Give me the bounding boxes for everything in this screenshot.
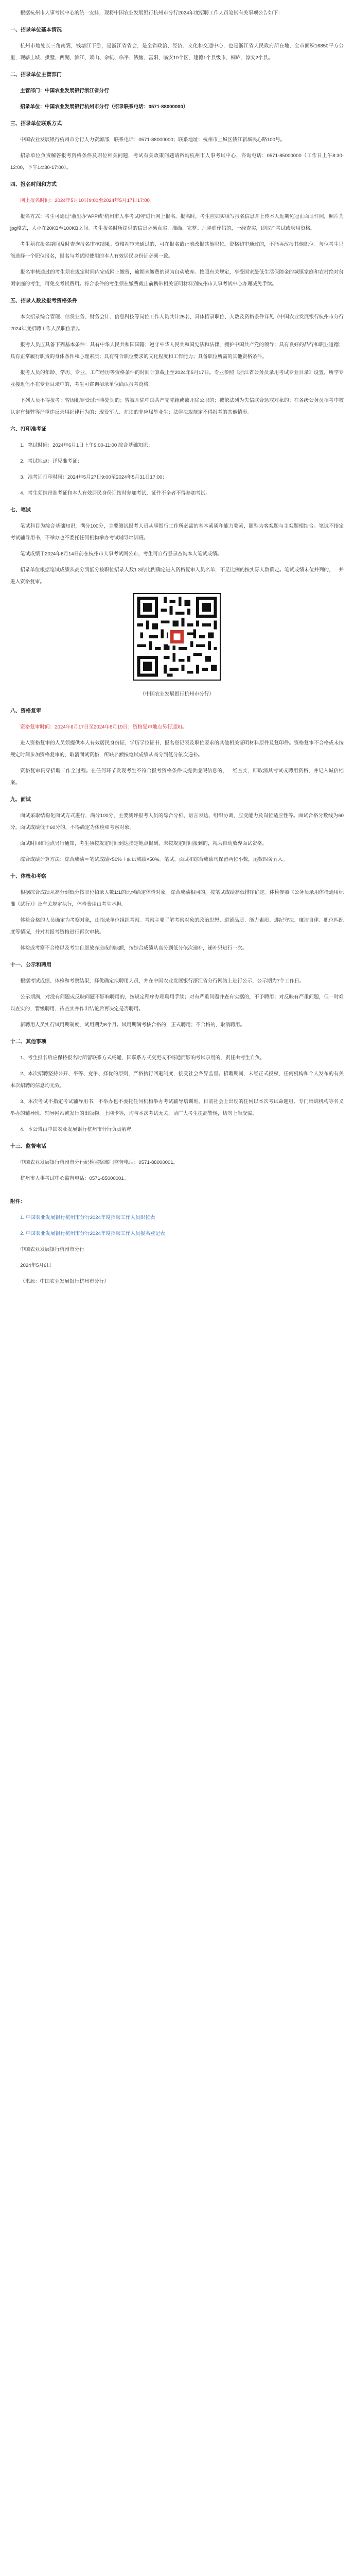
section-3-para-1: 中国农业发展银行杭州市分行人力资源部，联系电话：0571-88000000；联系地址：杭州市上城区钱江新城民心路100号。 bbox=[20, 137, 286, 143]
section-6-para-1: 1、笔试时间：2024年6月1日上午9:00-11:00 综合基础知识； bbox=[20, 443, 153, 448]
section-heading-4: 四、报名时间和方式 bbox=[10, 182, 57, 188]
section-heading-11: 十一、公示和聘用 bbox=[10, 962, 51, 968]
section-heading-2: 二、招录单位主管部门 bbox=[10, 72, 62, 78]
intro-paragraph: 根据杭州市人事考试中心的统一安排，现将中国农业发展银行杭州市分行2024年度招聘工作人员笔试有关事项公告如下： bbox=[20, 10, 283, 16]
section-heading-7: 七、笔试 bbox=[10, 507, 31, 513]
section-heading-13: 十三、监督电话 bbox=[10, 1144, 46, 1149]
section-5-para-2: 报考人员应具备下列基本条件：具有中华人民共和国国籍；遵守中华人民共和国宪法和法律，拥护中国共产党的领导；具有良好的品行和职业道德；具有正常履行职责的身体条件和心理素质；具有符合职位要求的文化程度和工作能力；具备职位所需的其他资格条件。 bbox=[10, 342, 344, 360]
section-heading-5: 五、招录人数及报考资格条件 bbox=[10, 298, 77, 304]
section-6-para-2: 2、考试地点：详见准考证； bbox=[20, 459, 82, 464]
attachment-link-1[interactable]: 1. 中国农业发展银行杭州市分行2024年度招聘工作人员职位表 bbox=[20, 1215, 155, 1221]
issue-date: 2024年5月6日 bbox=[20, 1263, 51, 1268]
qr-code-caption: （中国农业发展银行杭州市分行） bbox=[140, 691, 214, 697]
section-9-para-3: 综合成绩计算方法：综合成绩＝笔试成绩×50%＋面试成绩×50%。笔试、面试和综合成绩均保留两位小数，尾数四舍五入。 bbox=[20, 857, 288, 862]
section-9-para-2: 面试时间和地点另行通知，考生须按规定时间到达指定地点报到，未按规定时间报到的，视为自动放弃面试资格。 bbox=[20, 841, 267, 846]
section-5-para-4: 下列人员不得报考：曾因犯罪受过刑事处罚的；曾被开除中国共产党党籍或被开除公职的；被依法列为失信联合惩戒对象的；在各级公务员招考中被认定有舞弊等严重违反录用纪律行为的；现役军人、在读的非应届毕业生；法律法规规定不得报考的其他情形。 bbox=[10, 398, 344, 415]
section-heading-1: 一、招录单位基本情况 bbox=[10, 27, 62, 33]
section-1-para-1: 杭州市地处长三角南翼，钱塘江下游，是浙江省省会，是全省政治、经济、文化和交通中心，也是浙江省人民政府所在地，全市面积16850平方公里，现辖上城、拱墅、西湖、滨江、萧山、余杭、临平、钱塘、富阳、临安10个区，建德1个县级市，桐庐、淳安2个县。 bbox=[10, 43, 344, 61]
section-11-para-3: 新聘用人员实行试用期制度，试用期为6个月。试用期满考核合格的，正式聘用；不合格的，取消聘用。 bbox=[20, 1022, 245, 1028]
section-12-para-1: 1、考生报名后应保持报名时所留联系方式畅通，因联系方式变更或不畅通而影响考试录用的，责任由考生自负。 bbox=[20, 1055, 265, 1061]
section-10-para-2: 体检合格的人员确定为考察对象，由招录单位组织考察。考察主要了解考察对象的政治思想、道德品质、能力素质、遵纪守法、廉洁自律、职位匹配度等情况，并对其报考资格进行再次审核。 bbox=[10, 918, 344, 935]
source-note: （来源：中国农业发展银行杭州市分行） bbox=[20, 1279, 109, 1284]
section-8-para-2: 进入资格复审的人员须提供本人有效居民身份证、学历学位证书、报名登记表及职位要求的其他相关证明材料原件及复印件。资格复审不合格或未按规定时间参加资格复审的，取消面试资格，所缺名额按笔试成绩从高分到低分依次递补。 bbox=[10, 740, 344, 758]
section-2-para-2: 招录单位：中国农业发展银行杭州市分行（招录联系电话：0571-88000000） bbox=[20, 104, 188, 110]
section-4-para-2: 报名方式：考生可通过“浙里办”APP或“杭州市人事考试网”进行网上报名。报名时，考生应如实填写报名信息并上传本人近期免冠正面证件照，照片为jpg格式，大小在20KB至100KB之间。考生报名时所提供的信息必须真实、准确、完整。凡弄虚作假的，一经查实，即取消考试或聘用资格。 bbox=[10, 214, 344, 231]
section-heading-8: 八、资格复审 bbox=[10, 708, 41, 714]
section-12-para-4: 4、本公告由中国农业发展银行杭州市分行负责解释。 bbox=[20, 1127, 137, 1132]
section-7-para-2: 笔试成绩于2024年6月14日前在杭州市人事考试网公布，考生可自行登录查询本人笔试成绩。 bbox=[20, 551, 222, 557]
section-heading-10: 十、体检和考察 bbox=[10, 874, 46, 879]
section-11-para-2: 公示期满，对没有问题或反映问题不影响聘用的，按规定程序办理聘用手续；对有严重问题并查有实据的，不予聘用；对反映有严重问题，但一时难以查实的，暂缓聘用，待查实并作出结论后再决定是否聘用。 bbox=[10, 994, 344, 1012]
section-7-para-3: 招录单位根据笔试成绩从高分到低分按职位招录人数1:3的比例确定进入资格复审人员名单，不足比例的按实际人数确定。笔试成绩末位并列的，一并进入资格复审。 bbox=[10, 567, 344, 585]
attachment-label: 附件： bbox=[10, 1199, 25, 1205]
section-12-para-2: 2、本次招聘坚持公开、平等、竞争、择优的原则，严格执行回避制度，接受社会各界监督。招聘期间，未经正式授权，任何机构和个人发布的有关本次招聘的信息均无效。 bbox=[10, 1071, 344, 1089]
section-5-para-1: 本次招录综合管理、信贷业务、财务会计、信息科技等岗位工作人员共计25名，具体招录职位、人数及资格条件详见《中国农业发展银行杭州市分行2024年度招聘工作人员职位表》。 bbox=[10, 314, 344, 332]
section-4-para-3: 考生须在报名期间及时查询报名审核结果。资格初审未通过的，可在报名截止前改报其他职位。资格初审通过的，不能再改报其他职位。每位考生只能选择一个职位报名，报名与考试时使用的本人有效居民身份证必须一致。 bbox=[10, 242, 344, 259]
section-10-para-1: 根据综合成绩从高分到低分按职位招录人数1:1的比例确定体检对象。综合成绩相同的，按笔试成绩高低排序确定。体检参照《公务员录用体检通用标准（试行）》及有关规定执行，体检费用由考生承担。 bbox=[10, 890, 344, 907]
section-2-para-1: 主管部门：中国农业发展银行浙江省分行 bbox=[20, 88, 109, 94]
section-8-para-3: 资格复审贯穿招聘工作全过程。在任何环节发现考生不符合报考资格条件或提供虚假信息的，一经查实，即取消其考试或聘用资格，并记入诚信档案。 bbox=[10, 768, 344, 786]
section-heading-9: 九、面试 bbox=[10, 797, 31, 803]
section-heading-12: 十二、其他事项 bbox=[10, 1039, 46, 1045]
section-10-para-3: 体检或考察不合格以及考生自愿放弃造成的缺额，按综合成绩从高分到低分依次递补，递补只进行一次。 bbox=[20, 945, 247, 951]
section-3-para-2: 招录单位负责解答报考资格条件及职位相关问题，考试有关政策问题请咨询杭州市人事考试中心，咨询电话：0571-85000000（工作日上午8:30-12:00，下午14:30-17:00）。 bbox=[10, 153, 344, 171]
section-4-para-1: 网上报名时间：2024年5月10日9:00至2024年5月17日17:00。 bbox=[20, 198, 155, 204]
attachment-link-2[interactable]: 2. 中国农业发展银行杭州市分行2024年度招聘工作人员报名登记表 bbox=[20, 1231, 165, 1236]
section-4-para-4: 报名审核通过的考生须在规定时间内完成网上缴费，逾期未缴费的视为自动放弃。按照有关规定，享受国家最低生活保障金的城镇家庭和农村绝对贫困家庭的考生，可免交考试费用。符合条件的考生须在缴费截止前携带相关证明材料到杭州市人事考试中心办理减免手续。 bbox=[10, 269, 344, 287]
section-8-para-1: 资格复审时间：2024年6月17日至2024年6月19日；资格复审地点另行通知。 bbox=[20, 724, 187, 730]
qr-code-icon bbox=[134, 594, 220, 680]
issuing-org: 中国农业发展银行杭州市分行 bbox=[20, 1247, 84, 1252]
qr-code-block bbox=[10, 593, 344, 700]
section-heading-6: 六、打印准考证 bbox=[10, 427, 46, 432]
qr-code-image[interactable] bbox=[133, 593, 221, 681]
section-heading-3: 三、招录单位联系方式 bbox=[10, 121, 62, 127]
section-11-para-1: 根据考试成绩、体检和考察结果，择优确定拟聘用人员，并在中国农业发展银行浙江省分行网站上进行公示，公示期为7个工作日。 bbox=[20, 978, 305, 984]
section-7-para-1: 笔试科目为综合基础知识，满分100分，主要测试报考人员从事银行工作所必需的基本素质和能力要素，题型为客观题与主观题相结合。笔试不指定考试辅导用书，不举办也不委托任何机构举办考试辅导培训班。 bbox=[10, 523, 344, 541]
section-5-para-3: 报考人员的年龄、学历、专业、工作经历等资格条件的时间计算截止至2024年5月17日。专业参照《浙江省公务员录用考试专业目录》设置，所学专业接近但不在专业目录中的，考生可咨询招录单位确认报考资格。 bbox=[10, 370, 344, 387]
section-9-para-1: 面试采取结构化面试方式进行，满分100分，主要测评报考人员的综合分析、语言表达、组织协调、应变能力及岗位适应性等。面试合格分数线为60分，面试成绩低于60分的，不得确定为体检和考察对象。 bbox=[10, 813, 344, 831]
section-6-para-3: 3、准考证打印时间：2024年5月27日9:00至2024年5月31日17:00； bbox=[20, 474, 167, 480]
section-6-para-4: 4、考生须携带准考证和本人有效居民身份证按时参加考试，证件不全者不得参加考试。 bbox=[20, 490, 211, 496]
section-12-para-3: 3、本次考试不指定考试辅导用书，不举办也不委托任何机构举办考试辅导培训班。目前社会上出现的任何以本次考试命题组、专门培训机构等名义举办的辅导班、辅导网站或发行的出版物、上网卡等，均与本次考试无关，请广大考生提高警惕，切勿上当受骗。 bbox=[10, 1099, 344, 1116]
section-13-para-2: 杭州市人事考试中心监督电话：0571-85000001。 bbox=[20, 1176, 129, 1181]
section-13-para-1: 中国农业发展银行杭州市分行纪检监察部门监督电话：0571-88000001。 bbox=[20, 1160, 179, 1165]
